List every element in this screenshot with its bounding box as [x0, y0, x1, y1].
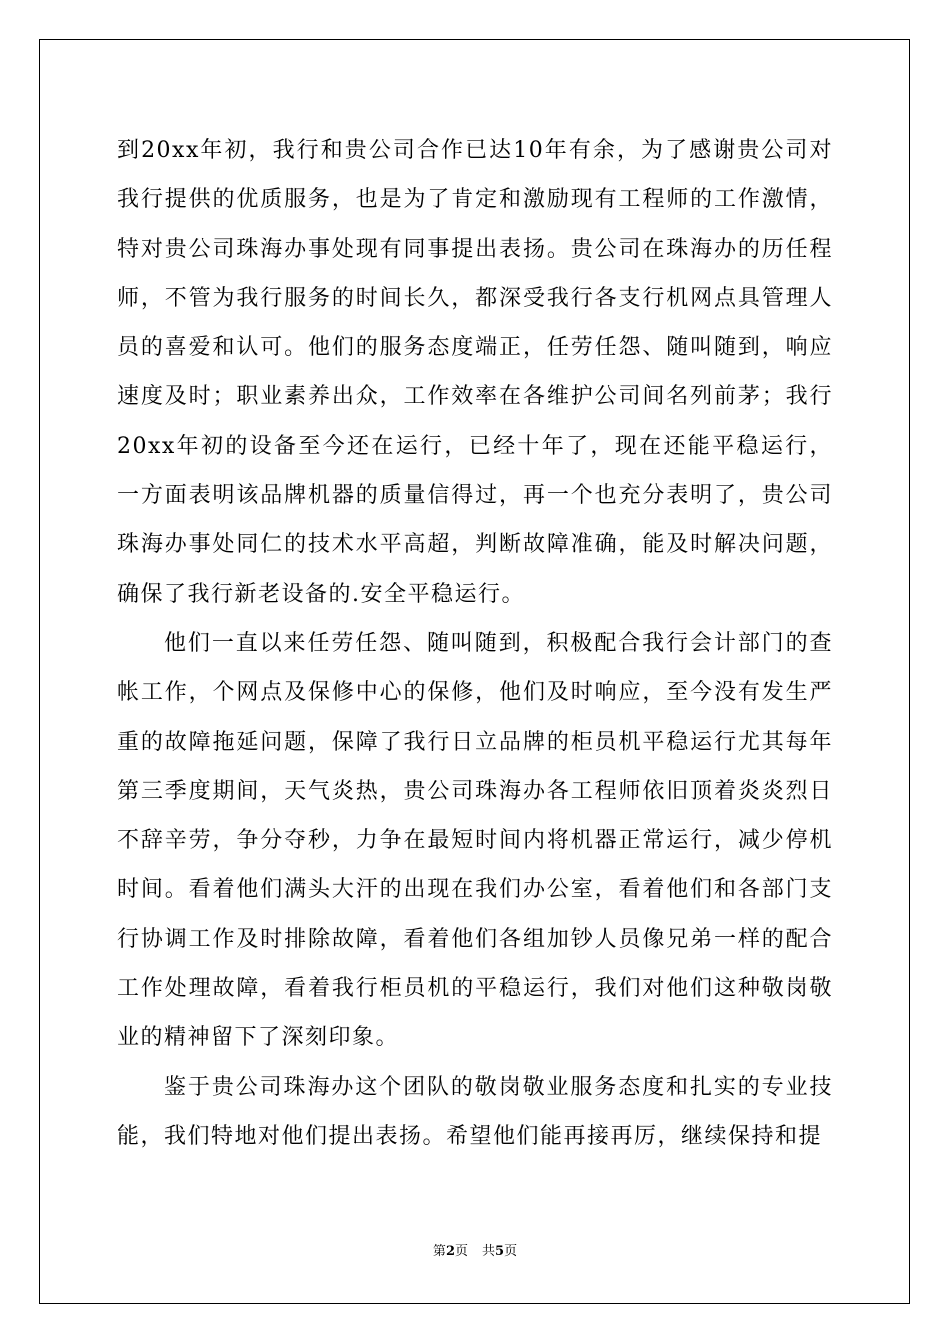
paragraph-2: 他们一直以来任劳任怨、随叫随到，积极配合我行会计部门的查帐工作，个网点及保修中心的保修，他们及时响应，至今没有发生严重的故障拖延问题，保障了我行日立品牌的柜员机平稳运行尤其每年第三季度期间，天气炎热，贵公司珠海办各工程师依旧顶着炎炎烈日不辞辛劳，争分夺秒，力争在最短时间内将机器正常运行，减少停机时间。看着他们满头大汗的出现在我们办公室，看着他们和各部门支行协调工作及时排除故障，看着他们各组加钞人员像兄弟一样的配合工作处理故障，看着我行柜员机的平稳运行，我们对他们这种敬岗敬业的精神留下了深刻印象。 [117, 630, 833, 1051]
document-body [117, 126, 833, 1161]
page-label-prefix: 第 [432, 1244, 446, 1259]
current-page-number: 2 [445, 1244, 455, 1259]
paragraph-3: 鉴于贵公司珠海办这个团队的敬岗敬业服务态度和扎实的专业技能，我们特地对他们提出表扬。希望他们能再接再厉，继续保持和提 [117, 1074, 833, 1149]
total-label-suffix: 页 [504, 1244, 518, 1259]
total-page-count: 5 [495, 1244, 505, 1259]
total-label-prefix: 共 [482, 1244, 496, 1259]
page-footer [0, 1244, 950, 1260]
page-label-suffix: 页 [454, 1244, 468, 1259]
paragraph-1: 到20xx年初，我行和贵公司合作已达10年有余，为了感谢贵公司对我行提供的优质服务，也是为了肯定和激励现有工程师的工作激情，特对贵公司珠海办事处现有同事提出表扬。贵公司在珠海办的历任程师，不管为我行服务的时间长久，都深受我行各支行机网点具管理人员的喜爱和认可。他们的服务态度端正，任劳任怨、随叫随到，响应速度及时；职业素养出众，工作效率在各维护公司间名列前茅；我行20xx年初的设备至今还在运行，已经十年了，现在还能平稳运行，一方面表明该品牌机器的质量信得过，再一个也充分表明了，贵公司珠海办事处同仁的技术水平高超，判断故障准确，能及时解决问题，确保了我行新老设备的.安全平稳运行。 [117, 138, 833, 607]
